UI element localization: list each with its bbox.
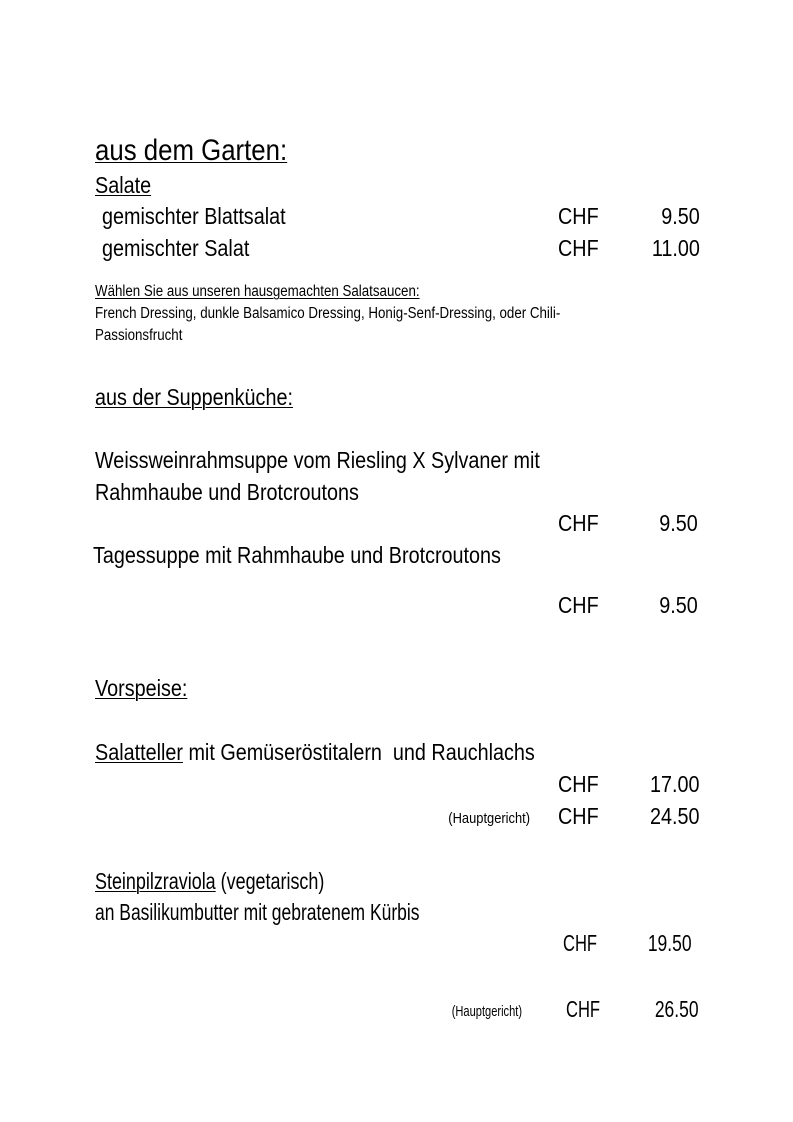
- menu-item-name: Weissweinrahmsuppe vom Riesling X Sylvaner mit: [95, 447, 540, 473]
- menu-item-name: [95, 870, 324, 893]
- menu-item-name: Tagessuppe mit Rahmhaube und Brotcroutons: [93, 542, 501, 568]
- menu-item-price: 26.50: [655, 996, 699, 1022]
- menu-item-name: Rahmhaube und Brotcroutons: [95, 479, 359, 505]
- menu-item-currency: CHF: [558, 771, 599, 797]
- menu-item-price: 17.00: [650, 771, 700, 797]
- section-title-garden: aus dem Garten:: [95, 134, 288, 167]
- menu-item-price: 9.50: [661, 203, 700, 229]
- menu-item-name: gemischter Blattsalat: [102, 203, 286, 229]
- dressing-note-heading: Wählen Sie aus unseren hausgemachten Salatsaucen:: [95, 283, 420, 300]
- menu-item-currency: CHF: [558, 592, 599, 618]
- menu-item-price: 11.00: [651, 235, 700, 261]
- menu-item-currency: CHF: [563, 930, 598, 956]
- subsection-title-salads: Salate: [95, 172, 152, 198]
- menu-item-name-rest: (vegetarisch): [215, 868, 325, 894]
- menu-item-name-rest: mit Gemüseröstitalern und Rauchlachs: [182, 739, 535, 765]
- dressing-note-text: Passionsfrucht: [95, 327, 183, 344]
- menu-item-currency: CHF: [558, 235, 599, 261]
- menu-item-currency: CHF: [558, 510, 599, 536]
- menu-item-currency: CHF: [558, 803, 599, 829]
- menu-item-name: [95, 741, 535, 764]
- menu-item-name-underlined: Salatteller: [95, 739, 183, 765]
- menu-item-price: 9.50: [659, 592, 698, 618]
- menu-item-name-underlined: Steinpilzraviola: [95, 868, 216, 894]
- menu-item-price: 19.50: [648, 930, 692, 956]
- menu-item-description: an Basilikumbutter mit gebratenem Kürbis: [95, 899, 420, 925]
- menu-item-name: gemischter Salat: [102, 235, 250, 261]
- menu-item-currency: CHF: [558, 203, 599, 229]
- main-course-label: (Hauptgericht): [451, 1003, 522, 1020]
- main-course-label: (Hauptgericht): [448, 810, 530, 827]
- section-title-soup: aus der Suppenküche:: [95, 384, 293, 410]
- menu-item-price: 24.50: [650, 803, 700, 829]
- section-title-starter: Vorspeise:: [95, 675, 188, 701]
- menu-item-price: 9.50: [659, 510, 698, 536]
- menu-item-currency: CHF: [566, 996, 601, 1022]
- dressing-note-text: French Dressing, dunkle Balsamico Dressing, Honig-Senf-Dressing, oder Chili-: [95, 305, 561, 322]
